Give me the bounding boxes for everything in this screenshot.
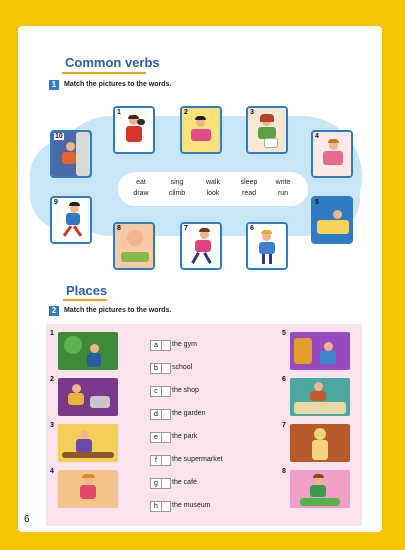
figure-hair <box>328 139 339 143</box>
word-walk: walk <box>205 179 220 186</box>
word-the-cafe: the café <box>172 479 197 486</box>
place-number-3: 3 <box>50 422 54 429</box>
figure-body <box>310 485 326 497</box>
place-number-5: 5 <box>282 330 286 337</box>
word-sleep: sleep <box>240 179 258 186</box>
figure-body <box>76 439 92 453</box>
figure-hair <box>199 228 210 232</box>
word-the-park: the park <box>172 433 198 440</box>
figure-hair <box>195 116 206 120</box>
exercise-instruction-1: Match the pictures to the words. <box>64 81 172 88</box>
verb-picture-8[interactable] <box>113 222 155 270</box>
desk-icon <box>300 498 340 506</box>
answer-box-c[interactable] <box>161 386 171 397</box>
word-write: write <box>275 179 291 186</box>
letter-a: a <box>150 340 162 351</box>
tile-number: 3 <box>250 109 254 116</box>
section-title-common-verbs: Common verbs <box>65 55 160 70</box>
title-underline <box>62 72 146 74</box>
figure-body <box>80 485 96 499</box>
exercise-instruction-2: Match the pictures to the words. <box>64 307 172 314</box>
bed-icon <box>317 220 349 234</box>
verb-picture-2[interactable] <box>180 106 222 154</box>
letter-c: c <box>150 386 162 397</box>
figure-body <box>66 213 80 225</box>
figure-head <box>314 382 323 391</box>
letter-f: f <box>150 455 162 466</box>
exercise-number-1: 1 <box>49 80 59 90</box>
word-the-shop: the shop <box>172 387 199 394</box>
place-number-1: 1 <box>50 330 54 337</box>
answer-box-f[interactable] <box>161 455 171 466</box>
word-draw: draw <box>133 190 149 197</box>
place-picture-4[interactable] <box>58 470 118 508</box>
figure-body <box>310 391 326 401</box>
verb-picture-4[interactable] <box>311 130 353 178</box>
verb-picture-9[interactable] <box>50 196 92 244</box>
verb-picture-7[interactable] <box>180 222 222 270</box>
wall-icon <box>76 132 90 176</box>
figure-hair <box>128 115 139 119</box>
figure-body <box>87 353 101 367</box>
word-climb: climb <box>168 190 186 197</box>
title-underline <box>63 299 107 301</box>
word-box <box>118 172 308 206</box>
letter-g: g <box>150 478 162 489</box>
verb-picture-10[interactable] <box>50 130 92 178</box>
figure-head <box>66 142 75 151</box>
figure-body <box>68 393 84 405</box>
word-the-museum: the museum <box>172 502 211 509</box>
word-school: school <box>172 364 193 371</box>
word-the-gym: the gym <box>172 341 197 348</box>
letter-d: d <box>150 409 162 420</box>
answer-box-a[interactable] <box>161 340 171 351</box>
place-number-8: 8 <box>282 468 286 475</box>
tile-number: 5 <box>315 199 319 206</box>
place-picture-7[interactable] <box>290 424 350 462</box>
figure-body <box>191 129 211 141</box>
figure-head <box>333 210 342 219</box>
figure-head <box>80 430 89 439</box>
place-number-2: 2 <box>50 376 54 383</box>
answer-box-b[interactable] <box>161 363 171 374</box>
word-run: run <box>277 190 289 197</box>
letter-b: b <box>150 363 162 374</box>
tile-number: 4 <box>315 133 319 140</box>
figure-head <box>324 342 333 351</box>
tile-number: 7 <box>184 225 188 232</box>
word-sing: sing <box>170 179 184 186</box>
place-picture-8[interactable] <box>290 470 350 508</box>
answer-box-h[interactable] <box>161 501 171 512</box>
plate-icon <box>121 252 149 262</box>
figure-head <box>314 428 326 440</box>
word-the-garden: the garden <box>172 410 206 417</box>
figure-hair <box>313 474 324 478</box>
place-picture-1[interactable] <box>58 332 118 370</box>
figure-head <box>127 230 143 246</box>
answer-box-d[interactable] <box>161 409 171 420</box>
verb-picture-6[interactable] <box>246 222 288 270</box>
place-picture-2[interactable] <box>58 378 118 416</box>
tile-number: 10 <box>55 133 63 140</box>
tile-number: 9 <box>54 199 58 206</box>
figure-leg <box>262 254 265 264</box>
verb-picture-5[interactable] <box>311 196 353 244</box>
figure-body <box>126 126 142 142</box>
answer-box-g[interactable] <box>161 478 171 489</box>
verb-picture-3[interactable] <box>246 106 288 154</box>
place-picture-5[interactable] <box>290 332 350 370</box>
statue-icon <box>312 440 328 460</box>
section-title-places: Places <box>66 283 108 298</box>
shelf-icon <box>294 338 312 364</box>
word-eat: eat <box>136 179 146 186</box>
figure-body <box>259 242 275 254</box>
bench-icon <box>62 452 114 458</box>
letter-e: e <box>150 432 162 443</box>
page-number: 6 <box>24 514 30 525</box>
trolley-icon <box>90 396 110 408</box>
verb-picture-1[interactable] <box>113 106 155 154</box>
tile-number: 8 <box>117 225 121 232</box>
place-number-4: 4 <box>50 468 54 475</box>
answer-box-e[interactable] <box>161 432 171 443</box>
figure-body <box>320 351 336 364</box>
figure-body <box>62 152 76 164</box>
tile-number: 6 <box>250 225 254 232</box>
figure-hair <box>82 474 95 478</box>
figure-hair <box>260 114 274 122</box>
figure-leg <box>269 254 272 264</box>
word-look: look <box>206 190 220 197</box>
counter-icon <box>294 402 346 414</box>
tile-number: 1 <box>117 109 121 116</box>
figure-body <box>323 151 343 165</box>
letter-h: h <box>150 501 162 512</box>
place-number-6: 6 <box>282 376 286 383</box>
tree-icon <box>64 336 82 354</box>
tile-number: 2 <box>184 109 188 116</box>
word-the-supermarket: the supermarket <box>172 456 223 463</box>
figure-body <box>195 240 211 252</box>
exercise-number-2: 2 <box>49 306 59 316</box>
paper-icon <box>264 138 278 148</box>
word-read: read <box>241 190 256 197</box>
figure-head <box>72 384 81 393</box>
figure-head <box>90 344 99 353</box>
figure-hair <box>261 230 272 234</box>
place-picture-6[interactable] <box>290 378 350 416</box>
figure-hair <box>69 202 80 206</box>
camera-icon <box>137 119 145 125</box>
place-picture-3[interactable] <box>58 424 118 462</box>
place-number-7: 7 <box>282 422 286 429</box>
